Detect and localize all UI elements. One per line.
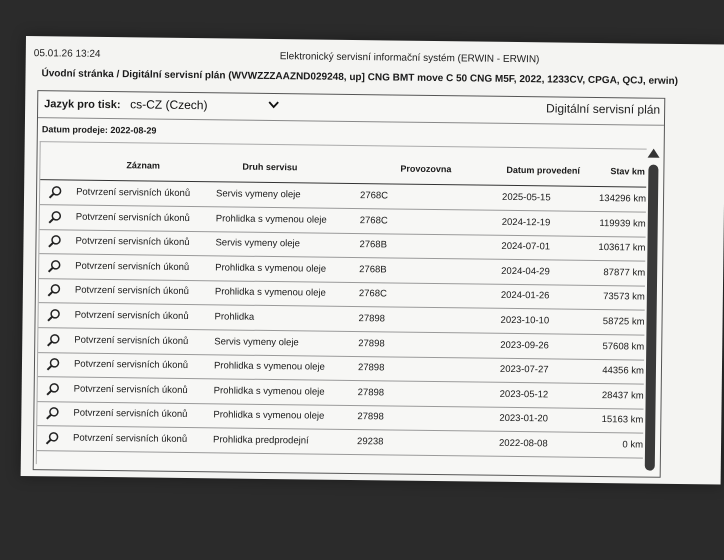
workshop-cell: 27898: [358, 313, 386, 325]
service-type-cell: Prohlidka predprodejní: [213, 434, 309, 447]
service-type-cell: Prohlidka s vymenou oleje: [213, 409, 325, 423]
date-cell: 2025-05-15: [501, 191, 551, 204]
date-cell: 2023-01-20: [499, 413, 549, 425]
magnifier-icon[interactable]: [48, 185, 62, 199]
workshop-cell: 2768C: [358, 288, 387, 300]
date-cell: 2024-12-19: [501, 216, 551, 229]
column-header-record[interactable]: Záznam: [126, 160, 161, 171]
service-plan-frame: [33, 90, 666, 478]
workshop-cell: 27898: [357, 386, 385, 399]
printed-page: [21, 36, 724, 485]
workshop-cell: 29238: [357, 436, 384, 448]
magnifier-icon[interactable]: [46, 382, 60, 396]
page-title: Digitální servisní plán: [546, 101, 661, 117]
service-type-cell: Servis vymeny oleje: [214, 335, 299, 348]
magnifier-icon[interactable]: [48, 210, 62, 224]
record-cell[interactable]: Potvrzení servisních úkonů: [73, 432, 188, 445]
mileage-cell: 73573 km: [603, 291, 645, 303]
mileage-cell: 0 km: [622, 439, 644, 451]
date-cell: 2022-08-08: [498, 437, 548, 450]
workshop-cell: 2768B: [359, 263, 387, 276]
system-title: Elektronický servisní informační systém (ERWIN - ERWIN): [279, 51, 540, 66]
print-timestamp: 05.01.26 13:24: [33, 48, 101, 60]
mileage-cell: 103617 km: [598, 242, 646, 254]
workshop-cell: 2768B: [359, 239, 388, 251]
service-type-cell: Prohlidka: [214, 311, 255, 323]
column-header-service-type[interactable]: Druh servisu: [242, 161, 298, 173]
column-header-workshop[interactable]: Provozovna: [400, 163, 452, 175]
column-header-date[interactable]: Datum provedení: [506, 164, 580, 176]
mileage-cell: 134296 km: [598, 193, 647, 205]
magnifier-icon[interactable]: [45, 407, 59, 421]
chevron-down-icon[interactable]: [268, 97, 279, 114]
record-cell[interactable]: Potvrzení servisních úkonů: [73, 407, 188, 421]
record-cell[interactable]: Potvrzení servisních úkonů: [73, 358, 189, 372]
date-cell: 2023-05-12: [499, 388, 549, 401]
service-type-cell: Prohlidka s vymenou oleje: [214, 286, 326, 300]
workshop-cell: 27898: [357, 362, 385, 374]
workshop-cell: 27898: [357, 411, 384, 423]
language-label: Jazyk pro tisk:: [44, 98, 121, 112]
magnifier-icon[interactable]: [46, 333, 60, 347]
date-cell: 2024-04-29: [501, 265, 550, 278]
service-type-cell: Prohlidka s vymenou oleje: [215, 212, 327, 226]
date-cell: 2023-09-26: [500, 339, 549, 352]
date-cell: 2024-07-01: [501, 241, 551, 253]
mileage-cell: 119939 km: [599, 217, 646, 230]
record-cell[interactable]: Potvrzení servisních úkonů: [74, 285, 190, 298]
magnifier-icon[interactable]: [45, 431, 59, 445]
service-type-cell: Prohlidka s vymenou oleje: [213, 385, 325, 398]
service-type-cell: Servis vymeny oleje: [215, 237, 301, 250]
record-cell[interactable]: Potvrzení servisních úkonů: [73, 383, 188, 396]
service-type-cell: Servis vymeny oleje: [216, 188, 301, 201]
workshop-cell: 27898: [358, 337, 385, 349]
language-select[interactable]: [130, 96, 280, 115]
date-cell: 2023-10-10: [500, 314, 550, 327]
magnifier-icon[interactable]: [47, 284, 61, 298]
mileage-cell: 57608 km: [602, 340, 645, 353]
mileage-cell: 15163 km: [601, 414, 644, 426]
magnifier-icon[interactable]: [47, 259, 61, 273]
language-select-value: cs-CZ (Czech): [130, 97, 208, 113]
language-bar: [38, 91, 664, 126]
workshop-cell: 2768C: [359, 214, 388, 227]
service-type-cell: Prohlidka s vymenou oleje: [215, 262, 327, 275]
magnifier-icon[interactable]: [47, 234, 61, 248]
magnifier-icon[interactable]: [46, 357, 60, 371]
magnifier-icon[interactable]: [47, 308, 61, 322]
arrow-up-icon[interactable]: [648, 149, 660, 158]
column-header-mileage[interactable]: Stav km: [610, 166, 645, 177]
date-cell: 2024-01-26: [500, 290, 550, 302]
scrollbar-thumb[interactable]: [645, 165, 659, 471]
record-cell[interactable]: Potvrzení servisních úkonů: [76, 186, 191, 200]
mileage-cell: 28437 km: [601, 389, 644, 402]
mileage-cell: 87877 km: [603, 266, 646, 279]
record-cell[interactable]: Potvrzení servisních úkonů: [74, 334, 189, 347]
date-cell: 2023-07-27: [499, 364, 549, 376]
record-cell[interactable]: Potvrzení servisních úkonů: [75, 235, 190, 249]
mileage-cell: 58725 km: [602, 316, 645, 328]
vertical-scrollbar[interactable]: [642, 149, 662, 475]
print-header: [33, 48, 716, 66]
service-type-cell: Prohlidka s vymenou oleje: [213, 360, 325, 373]
record-cell[interactable]: Potvrzení servisních úkonů: [74, 309, 189, 323]
mileage-cell: 44356 km: [602, 365, 645, 377]
service-table: [36, 141, 647, 471]
record-cell[interactable]: Potvrzení servisních úkonů: [75, 260, 190, 273]
record-cell[interactable]: Potvrzení servisních úkonů: [75, 211, 190, 224]
workshop-cell: 2768C: [360, 190, 389, 202]
sale-date: Datum prodeje: 2022-08-29: [41, 124, 157, 136]
breadcrumb[interactable]: Úvodní stránka / Digitální servisní plán (WVWZZZAAZND029248, up] CNG BMT move C 50 CNG M5F, 2022, 1233CV, CPGA, QCJ, erwin): [41, 68, 679, 87]
